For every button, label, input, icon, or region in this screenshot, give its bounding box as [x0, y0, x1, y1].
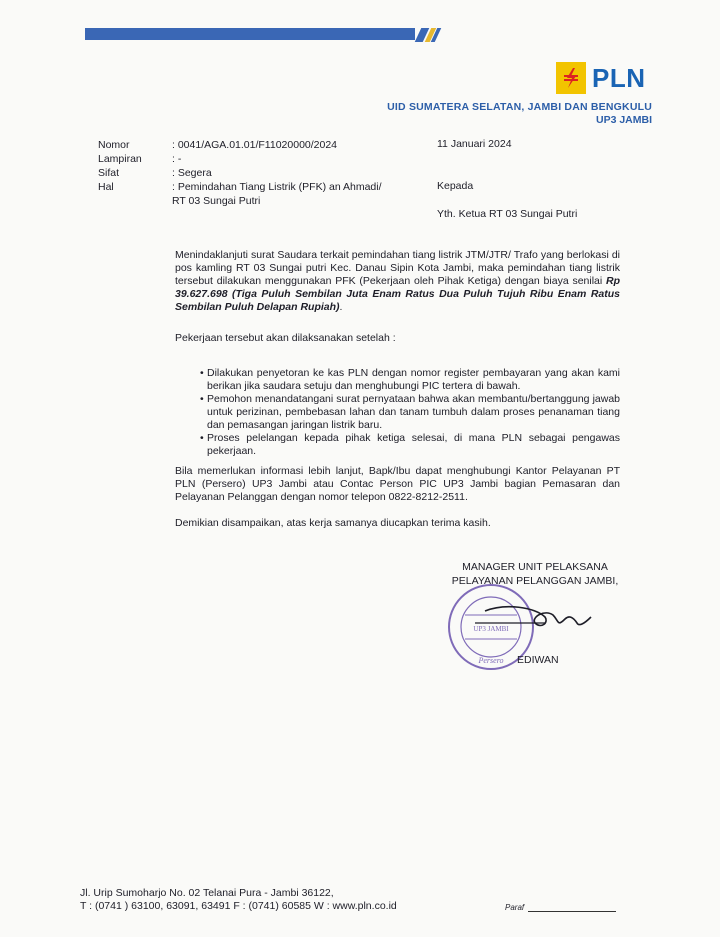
stamp-text: UP3 JAMBI	[473, 625, 509, 633]
conditions-list	[200, 367, 620, 458]
list-item-text: Proses pelelangan kepada pihak ketiga selesai, di mana PLN sebagai pengawas pekerjaan.	[207, 432, 620, 457]
paraf-line	[528, 911, 616, 912]
letter-date: 11 Januari 2024	[437, 138, 512, 150]
meta-row-nomor	[98, 138, 382, 152]
meta-label: Sifat	[98, 167, 120, 179]
meta-label: Hal	[98, 181, 114, 193]
unit-name-line1: UID SUMATERA SELATAN, JAMBI DAN BENGKULU	[387, 101, 652, 113]
stamp-bottom-text: Persero	[478, 656, 504, 665]
meta-label-spacer	[98, 194, 172, 208]
letter-meta	[98, 138, 382, 208]
bullet-icon: •	[200, 432, 204, 444]
unit-name-line2: UP3 JAMBI	[595, 114, 652, 126]
paragraph-intro	[175, 249, 620, 314]
cost-amount-text: Rp 39.627.698 (Tiga Puluh Sembilan Juta Enam Ratus Dua Puluh Tujuh Ribu Enam Ratus Sembilan Puluh Delapan Rupiah)	[175, 275, 620, 313]
pln-logo	[556, 62, 646, 94]
header-bar	[85, 28, 415, 40]
paragraph-conditions-intro: Pekerjaan tersebut akan dilaksanakan setelah :	[175, 332, 396, 344]
paraf-label: Paraf	[505, 903, 525, 912]
recipient-label: Kepada	[437, 180, 474, 192]
meta-value: : -	[172, 153, 182, 165]
signature-title-line1: MANAGER UNIT PELAKSANA	[462, 561, 608, 573]
list-item	[200, 367, 620, 393]
meta-value: RT 03 Sungai Putri	[172, 195, 261, 207]
list-item	[200, 432, 620, 458]
recipient-name: Yth. Ketua RT 03 Sungai Putri	[437, 208, 578, 220]
meta-label: Lampiran	[98, 153, 142, 165]
meta-label: Nomor	[98, 139, 130, 151]
signature-title-line2: PELAYANAN PELANGGAN JAMBI,	[451, 575, 619, 587]
meta-row-lampiran	[98, 152, 382, 166]
paragraph-text: Menindaklanjuti surat Saudara terkait pemindahan tiang listrik JTM/JTR/ Trafo yang berlokasi di pos kamling RT 03 Sungai putri Kec. Danau Sipin Kota Jambi, maka pemindahan tiang listrik tersebut dilakukan menggunakan PFK (Pekerjaan oleh Pihak Ketiga) dengan biaya senilai	[175, 249, 620, 287]
meta-value: : 0041/AGA.01.01/F11020000/2024	[172, 139, 338, 151]
paragraph-end: .	[339, 301, 343, 313]
footer-contact-line: T : (0741 ) 63100, 63091, 63491 F : (0741) 60585 W : www.pln.co.id	[80, 900, 397, 912]
list-item-text: Pemohon menandatangani surat pernyataan bahwa akan membantu/bertanggung jawab untuk perizinan, pembebasan lahan dan tanam tumbuh dalam proses penanaman tiang dan pemasangan jaringan listrik baru.	[207, 393, 620, 431]
meta-row-sifat	[98, 166, 382, 180]
footer-address-line: Jl. Urip Sumoharjo No. 02 Telanai Pura - Jambi 36122,	[80, 887, 334, 899]
meta-value: : Segera	[172, 167, 212, 179]
lightning-icon	[556, 62, 586, 94]
bullet-icon: •	[200, 367, 204, 379]
meta-row-hal-cont	[98, 194, 382, 208]
bullet-icon: •	[200, 393, 204, 405]
paragraph-closing: Demikian disampaikan, atas kerja samanya diucapkan terima kasih.	[175, 517, 491, 529]
list-item	[200, 393, 620, 432]
meta-row-hal	[98, 180, 382, 194]
signer-name: EDIWAN	[517, 654, 559, 666]
footer-address	[80, 887, 397, 913]
paragraph-contact: Bila memerlukan informasi lebih lanjut, Bapk/Ibu dapat menghubungi Kantor Pelayanan PT PLN (Persero) UP3 Jambi atau Contac Person PIC UP3 Jambi bagian Pemasaran dan Pelayanan Pelanggan dengan nomor telepon 0822-8212-2511.	[175, 465, 620, 503]
meta-value: : Pemindahan Tiang Listrik (PFK) an Ahmadi/	[172, 181, 382, 193]
list-item-text: Dilakukan penyetoran ke kas PLN dengan nomor register pembayaran yang akan kami berikan jika saudara setuju dan menghubungi PIC tertera di bawah.	[207, 367, 620, 392]
logo-text: PLN	[592, 62, 646, 93]
